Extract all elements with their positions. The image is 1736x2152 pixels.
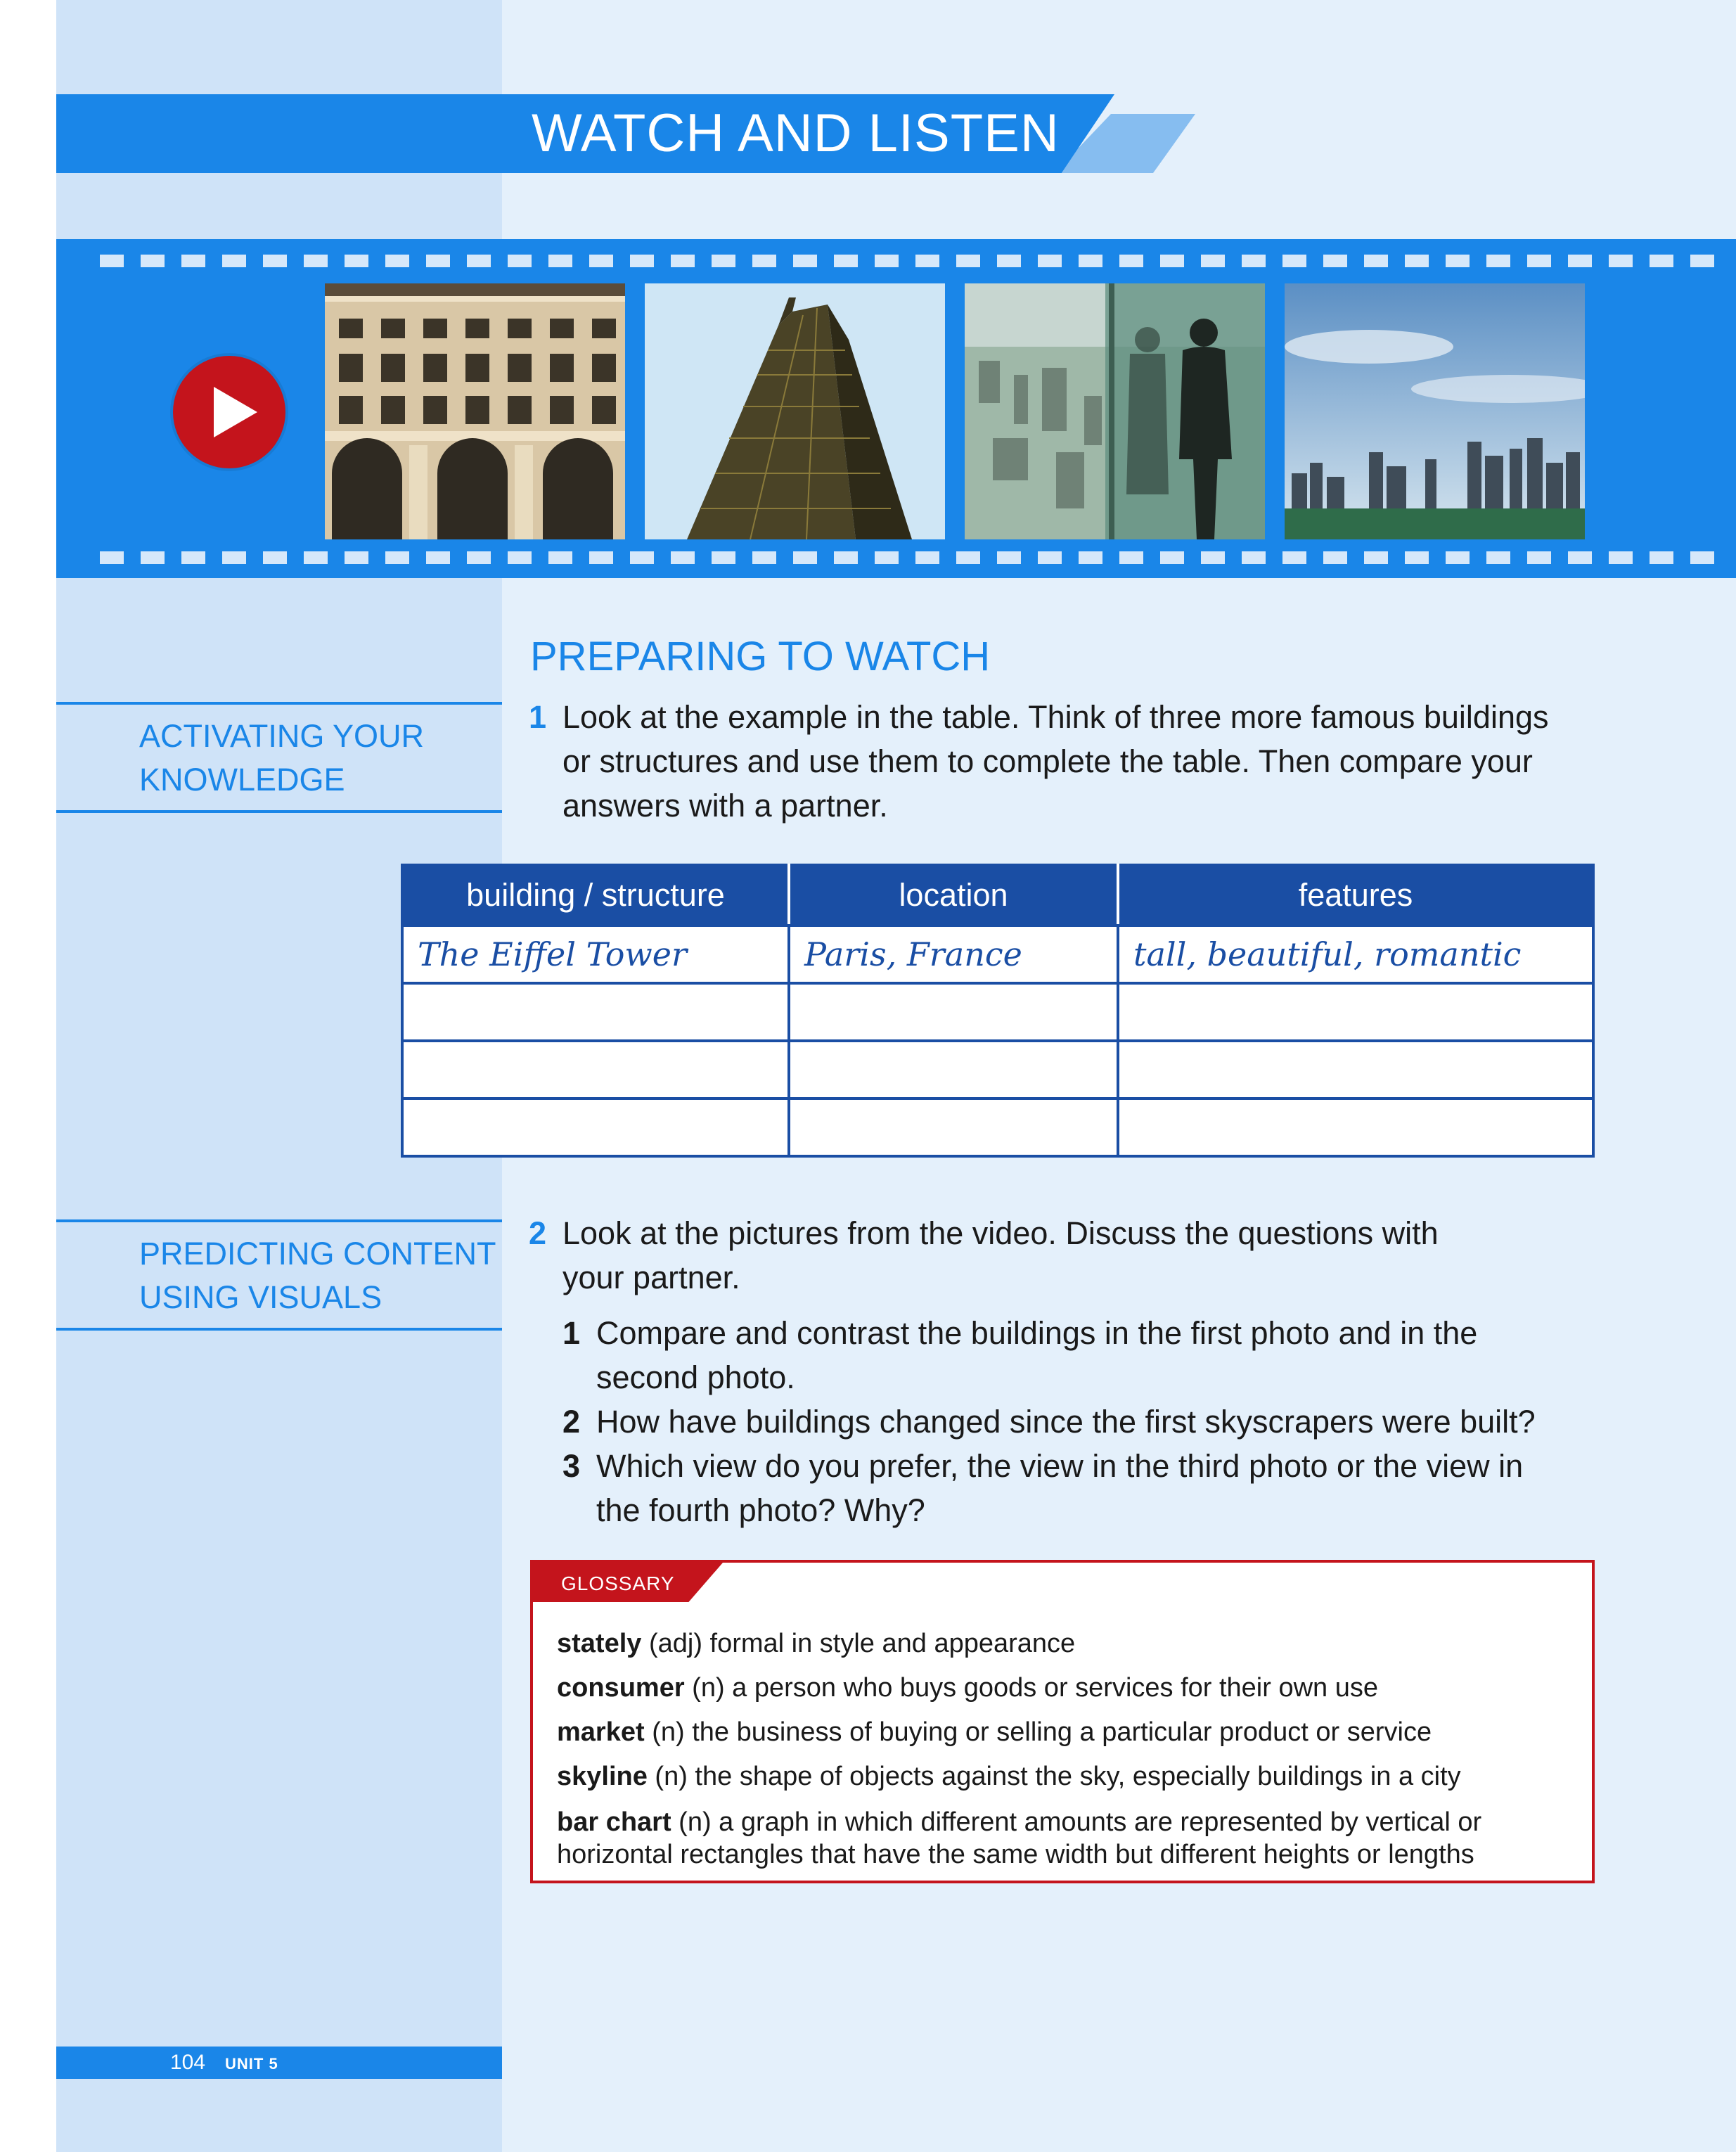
location-input-cell[interactable] (789, 983, 1118, 1041)
filmstrip-perforation (630, 255, 654, 267)
table-row (402, 983, 1593, 1041)
filmstrip-perforation (548, 255, 572, 267)
filmstrip-perforation (1282, 551, 1306, 564)
filmstrip-perforation (956, 255, 980, 267)
play-video-button[interactable] (173, 356, 285, 468)
filmstrip-perforations-top (56, 255, 1736, 270)
filmstrip-perforation (1119, 551, 1143, 564)
filmstrip-perforation (1527, 551, 1551, 564)
exercise-1-text: answers with a partner. (562, 788, 888, 824)
building-input-cell[interactable] (402, 1041, 789, 1099)
filmstrip-perforation (752, 551, 776, 564)
filmstrip-perforation (1650, 255, 1673, 267)
page-number: 104 (170, 2051, 206, 2074)
exercise-2-text: your partner. (562, 1260, 740, 1295)
features-input-cell[interactable] (1118, 983, 1593, 1041)
question-text: Which view do you prefer, the view in the third photo or the view in (596, 1448, 1524, 1484)
filmstrip-perforation (1119, 255, 1143, 267)
filmstrip-perforation (1364, 255, 1388, 267)
filmstrip-perforation (304, 551, 328, 564)
glossary-term: bar chart (557, 1807, 671, 1837)
filmstrip-perforation (1446, 255, 1470, 267)
glossary-entry (557, 1672, 1378, 1704)
video-still-4 (1285, 283, 1585, 539)
skill-label-line: PREDICTING CONTENT (139, 1236, 496, 1272)
play-icon (214, 387, 257, 437)
location-input-cell[interactable] (789, 1099, 1118, 1156)
table-row-example (402, 926, 1593, 983)
filmstrip-perforation (141, 551, 165, 564)
filmstrip-perforation (671, 551, 695, 564)
question-text: second photo. (596, 1359, 795, 1395)
exercise-1-text: or structures and use them to complete the table. Then compare your (562, 743, 1533, 779)
filmstrip-perforation (1160, 551, 1184, 564)
question-number: 3 (562, 1448, 581, 1484)
skill-label-activating-knowledge (56, 702, 502, 813)
filmstrip-perforation (1446, 551, 1470, 564)
filmstrip-perforation (1079, 551, 1102, 564)
question-number: 2 (562, 1404, 581, 1440)
question-text: the fourth photo? Why? (596, 1492, 925, 1528)
glossary-definition-continued: horizontal rectangles that have the same width but different heights or lengths (557, 1840, 1474, 1869)
filmstrip-perforation (1405, 255, 1429, 267)
section-heading: PREPARING TO WATCH (530, 634, 991, 679)
filmstrip-perforation (1405, 551, 1429, 564)
filmstrip-perforation (508, 255, 532, 267)
filmstrip-perforation (467, 255, 491, 267)
glossary-entry (557, 1806, 1481, 1838)
glossary-definition: (n) the shape of objects against the sky, especially buildings in a city (647, 1762, 1461, 1791)
column-header-building: building / structure (402, 865, 789, 926)
video-still-2 (645, 283, 945, 539)
filmstrip-perforation (263, 551, 287, 564)
column-header-location: location (789, 865, 1118, 926)
table-row (402, 1041, 1593, 1099)
filmstrip-perforation (1201, 551, 1225, 564)
filmstrip-perforation (181, 551, 205, 564)
filmstrip-perforation (345, 551, 368, 564)
glossary-definition: (n) the business of buying or selling a particular product or service (644, 1717, 1432, 1747)
filmstrip-perforation (956, 551, 980, 564)
filmstrip-perforation (304, 255, 328, 267)
filmstrip-perforation (997, 255, 1021, 267)
example-location-cell: Paris, France (789, 926, 1118, 983)
filmstrip-perforation (548, 551, 572, 564)
features-input-cell[interactable] (1118, 1099, 1593, 1156)
question-text: Compare and contrast the buildings in the first photo and in the (596, 1315, 1478, 1351)
filmstrip-perforation (1282, 255, 1306, 267)
filmstrip-perforation (712, 255, 735, 267)
filmstrip-perforation (1242, 255, 1266, 267)
observation-deck-image (965, 283, 1265, 539)
features-input-cell[interactable] (1118, 1041, 1593, 1099)
exercise-1-text: Look at the example in the table. Think of three more famous buildings (562, 699, 1549, 735)
glossary-entry (557, 1760, 1461, 1793)
glossary-term: market (557, 1717, 645, 1747)
building-input-cell[interactable] (402, 1099, 789, 1156)
title-banner (56, 94, 1143, 173)
filmstrip-perforation (1364, 551, 1388, 564)
filmstrip-perforation (1609, 255, 1633, 267)
filmstrip-perforation (834, 255, 858, 267)
filmstrip-perforation (671, 255, 695, 267)
glossary-entry (557, 1716, 1432, 1748)
filmstrip-perforation (1609, 551, 1633, 564)
filmstrip-perforation (100, 551, 124, 564)
filmstrip-perforation (181, 255, 205, 267)
table-header-row (402, 865, 1593, 926)
skill-label-line: KNOWLEDGE (139, 762, 345, 798)
glossary-term: skyline (557, 1762, 648, 1791)
exercise-number: 2 (529, 1215, 547, 1251)
stately-building-image (325, 283, 625, 539)
filmstrip-perforation (1527, 255, 1551, 267)
filmstrip-perforation (1323, 255, 1347, 267)
filmstrip-perforation (712, 551, 735, 564)
skill-label-predicting-content (56, 1219, 502, 1331)
filmstrip-perforation (345, 255, 368, 267)
filmstrip-perforation (630, 551, 654, 564)
filmstrip-perforation (834, 551, 858, 564)
filmstrip-perforation (1568, 255, 1592, 267)
page-footer (56, 2047, 502, 2079)
filmstrip-perforation (752, 255, 776, 267)
filmstrip-perforation (589, 551, 613, 564)
filmstrip-perforation (1568, 551, 1592, 564)
glossary-definition: (adj) formal in style and appearance (641, 1629, 1076, 1658)
glossary-entry (557, 1627, 1075, 1660)
skyscraper-image (645, 283, 945, 539)
example-features-cell: tall, beautiful, romantic (1118, 926, 1593, 983)
filmstrip-perforation (1079, 255, 1102, 267)
filmstrip-perforation (426, 551, 450, 564)
filmstrip-perforation (915, 255, 939, 267)
filmstrip-perforation (875, 551, 899, 564)
question-number: 1 (562, 1315, 581, 1351)
filmstrip-perforation (1486, 255, 1510, 267)
filmstrip-perforation (793, 551, 817, 564)
filmstrip-perforation (915, 551, 939, 564)
video-still-1 (325, 283, 625, 539)
glossary-definition: (n) a graph in which different amounts are represented by vertical or (671, 1807, 1482, 1837)
glossary-term: stately (557, 1629, 642, 1658)
video-filmstrip (56, 239, 1736, 578)
filmstrip-perforation (1201, 255, 1225, 267)
buildings-table (401, 864, 1595, 1158)
location-input-cell[interactable] (789, 1041, 1118, 1099)
filmstrip-perforation (1160, 255, 1184, 267)
city-skyline-image (1285, 283, 1585, 539)
filmstrip-perforation (222, 551, 246, 564)
filmstrip-perforation (426, 255, 450, 267)
filmstrip-perforation (1038, 255, 1062, 267)
filmstrip-perforation (589, 255, 613, 267)
filmstrip-perforation (1486, 551, 1510, 564)
filmstrip-perforation (1650, 551, 1673, 564)
filmstrip-perforations-bottom (56, 551, 1736, 567)
glossary-definition: (n) a person who buys goods or services for their own use (684, 1673, 1378, 1703)
column-header-features: features (1118, 865, 1593, 926)
unit-label: UNIT 5 (225, 2055, 278, 2073)
filmstrip-perforation (997, 551, 1021, 564)
filmstrip-perforation (793, 255, 817, 267)
filmstrip-perforation (141, 255, 165, 267)
filmstrip-perforation (385, 551, 409, 564)
skill-label-line: ACTIVATING YOUR (139, 718, 425, 754)
exercise-number: 1 (529, 699, 547, 735)
glossary-box (530, 1560, 1595, 1883)
filmstrip-perforation (1242, 551, 1266, 564)
filmstrip-perforation (508, 551, 532, 564)
page-title: WATCH AND LISTEN (532, 103, 1060, 163)
glossary-term: consumer (557, 1673, 685, 1703)
filmstrip-perforation (385, 255, 409, 267)
filmstrip-perforation (875, 255, 899, 267)
exercise-2-text: Look at the pictures from the video. Discuss the questions with (562, 1215, 1439, 1251)
filmstrip-perforation (1690, 255, 1714, 267)
filmstrip-perforation (100, 255, 124, 267)
video-still-3 (965, 283, 1265, 539)
skill-label-line: USING VISUALS (139, 1279, 382, 1315)
filmstrip-perforation (467, 551, 491, 564)
filmstrip-perforation (222, 255, 246, 267)
filmstrip-perforation (1690, 551, 1714, 564)
glossary-title: GLOSSARY (561, 1573, 675, 1594)
question-text: How have buildings changed since the first skyscrapers were built? (596, 1404, 1536, 1440)
filmstrip-perforation (1038, 551, 1062, 564)
table-row (402, 1099, 1593, 1156)
filmstrip-perforation (1323, 551, 1347, 564)
building-input-cell[interactable] (402, 983, 789, 1041)
filmstrip-perforation (263, 255, 287, 267)
example-building-cell: The Eiffel Tower (402, 926, 789, 983)
